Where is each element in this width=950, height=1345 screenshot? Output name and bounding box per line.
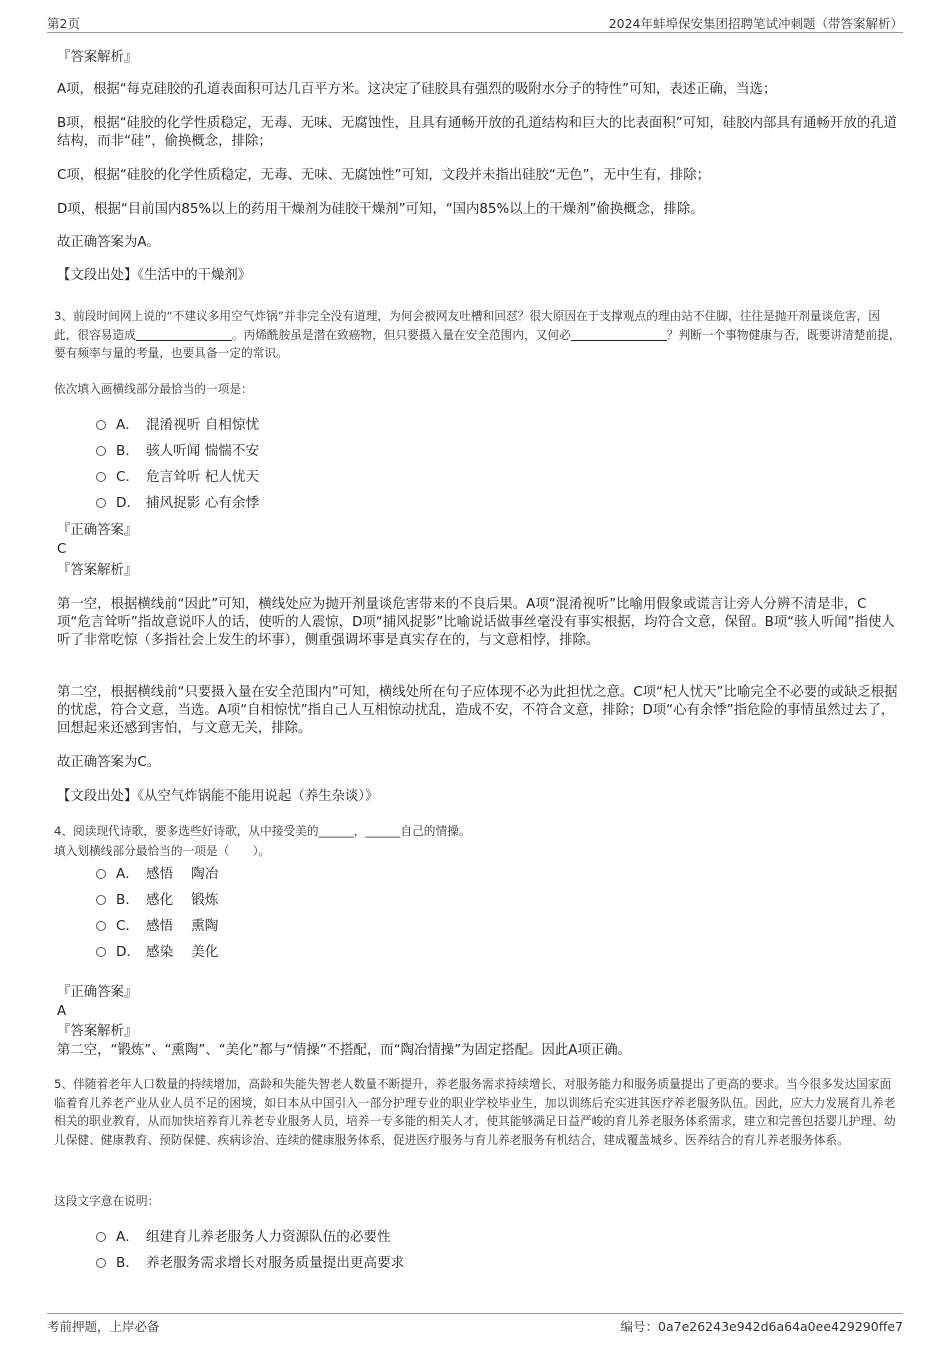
document-code: 编号：0a7e26243e942d6a64a0ee429290ffe7 [620,1319,903,1334]
analysis-title: 『答案解析』 [57,50,138,65]
footer-note: 考前押题，上岸必备 [47,1319,160,1334]
page-footer [47,1313,903,1334]
analysis-para-a: A项，根据“每克硅胶的孔道表面积可达几百平方米。这决定了硅胶具有强烈的吸附水分子的特性”可知，表述正确，当选； [57,82,777,97]
option-b[interactable]: B． 养老服务需求增长对服务质量提出更高要求 [96,1253,404,1273]
option-c[interactable]: C． 危言耸听 杞人忧天 [96,467,259,487]
question-prompt: 依次填入画横线部分最恰当的一项是： [54,382,253,396]
page-header [47,12,903,33]
radio-icon[interactable] [96,869,106,879]
correct-answer-title: 『正确答案』 [57,523,138,538]
option-a[interactable]: A． 组建育儿养老服务人力资源队伍的必要性 [96,1227,391,1247]
question-stem: 5、伴随着老年人口数量的持续增加，高龄和失能失智老人数量不断提升，养老服务需求持续增长，对服务能力和服务质量提出了更高的要求。当今很多发达国家面临着育儿养老产业从业人员不足的困境，如日本从中国引入一部分护理专业的职业学校毕业生，加以训练后充实进其医疗养老服务队伍。因此，应大力发展育儿养老相关的职业教育，从而加快培养育儿养老专业服务人员，培养一专多能的相关人才，使其能够满足日益严峻的育儿养老服务体系需求，建立和完善包括婴儿护理、幼儿保健、健康教育、预防保健、疾病诊治、连续的健康服务体系，促进医疗服务与育儿养老服务有机结合，建成覆盖城乡、医养结合的育儿养老服务体系。 [54,1077,896,1147]
radio-icon[interactable] [96,472,106,482]
answer-conclusion: 故正确答案为A。 [57,235,160,250]
correct-answer-title: 『正确答案』 [57,985,138,1000]
option-a[interactable]: A． 感悟 陶冶 [96,864,218,884]
blank: ______ [318,824,354,838]
option-c[interactable]: C． 感悟 熏陶 [96,916,218,936]
analysis-para-2: 第二空，根据横线前“只要摄入量在安全范围内”可知，横线处所在句子应体现不必为此担忧之意。C项“杞人忧天”比喻完全不必要的或缺乏根据的忧虑，符合文意，当选。A项“自相惊忧”指自己人互相惊动扰乱，造成不安，不符合文意，排除；D项“心有余悸”指危险的事情虽然过去了，回想起来还感到害怕，与文意无关，排除。 [57,685,898,736]
radio-icon[interactable] [96,1258,106,1268]
blank [136,327,232,341]
analysis-text: 第二空，“锻炼”、“熏陶”、“美化”都与“情操”不搭配，而“陶冶情操”为固定搭配。因此A项正确。 [57,1043,631,1058]
question-stem: 3、前段时间网上说的“不建议多用空气炸锅”并非完全没有道理，为何会被网友吐槽和回怼？很大原因在于支撑观点的理由站不住脚，往往是抛开剂量谈危害，因此，很容易造成 。丙烯酰胺虽是潜在致癌物，但只要摄入量在安全范围内，又何必 ？判断一个事物健康与否，既要讲清楚前提，要有频率与量的考量，也要具备一定的常识。 [54,309,901,360]
source-citation: 【文段出处】《生活中的干燥剂》 [57,268,252,283]
radio-icon[interactable] [96,498,106,508]
answer-conclusion: 故正确答案为C。 [57,755,161,770]
analysis-title: 『答案解析』 [57,563,138,578]
radio-icon[interactable] [96,420,106,430]
source-citation: 【文段出处】《从空气炸锅能不能用说起（养生杂谈）》 [57,789,379,804]
correct-answer: A [57,1004,67,1019]
radio-icon[interactable] [96,921,106,931]
option-d[interactable]: D． 感染 美化 [96,942,218,962]
question-stem: 4、阅读现代诗歌，要多选些好诗歌，从中接受美的______，______自己的情操。 [54,824,471,838]
document-title: 2024年蚌埠保安集团招聘笔试冲刺题（带答案解析） [608,16,903,31]
analysis-title: 『答案解析』 [57,1024,138,1039]
option-d[interactable]: D． 捕风捉影 心有余悸 [96,493,259,513]
blank [571,327,667,341]
option-a[interactable]: A． 混淆视听 自相惊忧 [96,415,259,435]
radio-icon[interactable] [96,947,106,957]
radio-icon[interactable] [96,895,106,905]
analysis-para-1: 第一空，根据横线前“因此”可知，横线处应为抛开剂量谈危害带来的不良后果。A项“混淆视听”比喻用假象或谎言让旁人分辨不清是非，C项“危言耸听”指故意说吓人的话，使听的人震惊，D项“捕风捉影”比喻说话做事丝毫没有事实根据，均符合文意，保留。B项“骇人听闻”指使人听了非常吃惊（多指社会上发生的坏事），侧重强调坏事是真实存在的，与文意相悖，排除。 [57,597,895,648]
radio-icon[interactable] [96,446,106,456]
analysis-para-b: B项，根据“硅胶的化学性质稳定，无毒、无味、无腐蚀性，且具有通畅开放的孔道结构和巨大的比表面积”可知，硅胶内部具有通畅开放的孔道结构，而非“硅”，偷换概念，排除； [57,116,897,149]
analysis-para-c: C项，根据“硅胶的化学性质稳定，无毒、无味、无腐蚀性”可知，文段并未指出硅胶“无色”，无中生有，排除； [57,168,711,183]
correct-answer: C [57,542,67,557]
question-prompt: 填入划横线部分最恰当的一项是（ ）。 [54,844,271,858]
option-b[interactable]: B． 骇人听闻 惴惴不安 [96,441,259,461]
blank: ______ [365,824,401,838]
page-number: 第2页 [47,16,80,31]
radio-icon[interactable] [96,1232,106,1242]
option-b[interactable]: B． 感化 锻炼 [96,890,218,910]
question-prompt: 这段文字意在说明： [54,1194,160,1208]
analysis-para-d: D项，根据“目前国内85%以上的药用干燥剂为硅胶干燥剂”可知，“国内85%以上的干燥剂”偷换概念，排除。 [57,202,704,217]
